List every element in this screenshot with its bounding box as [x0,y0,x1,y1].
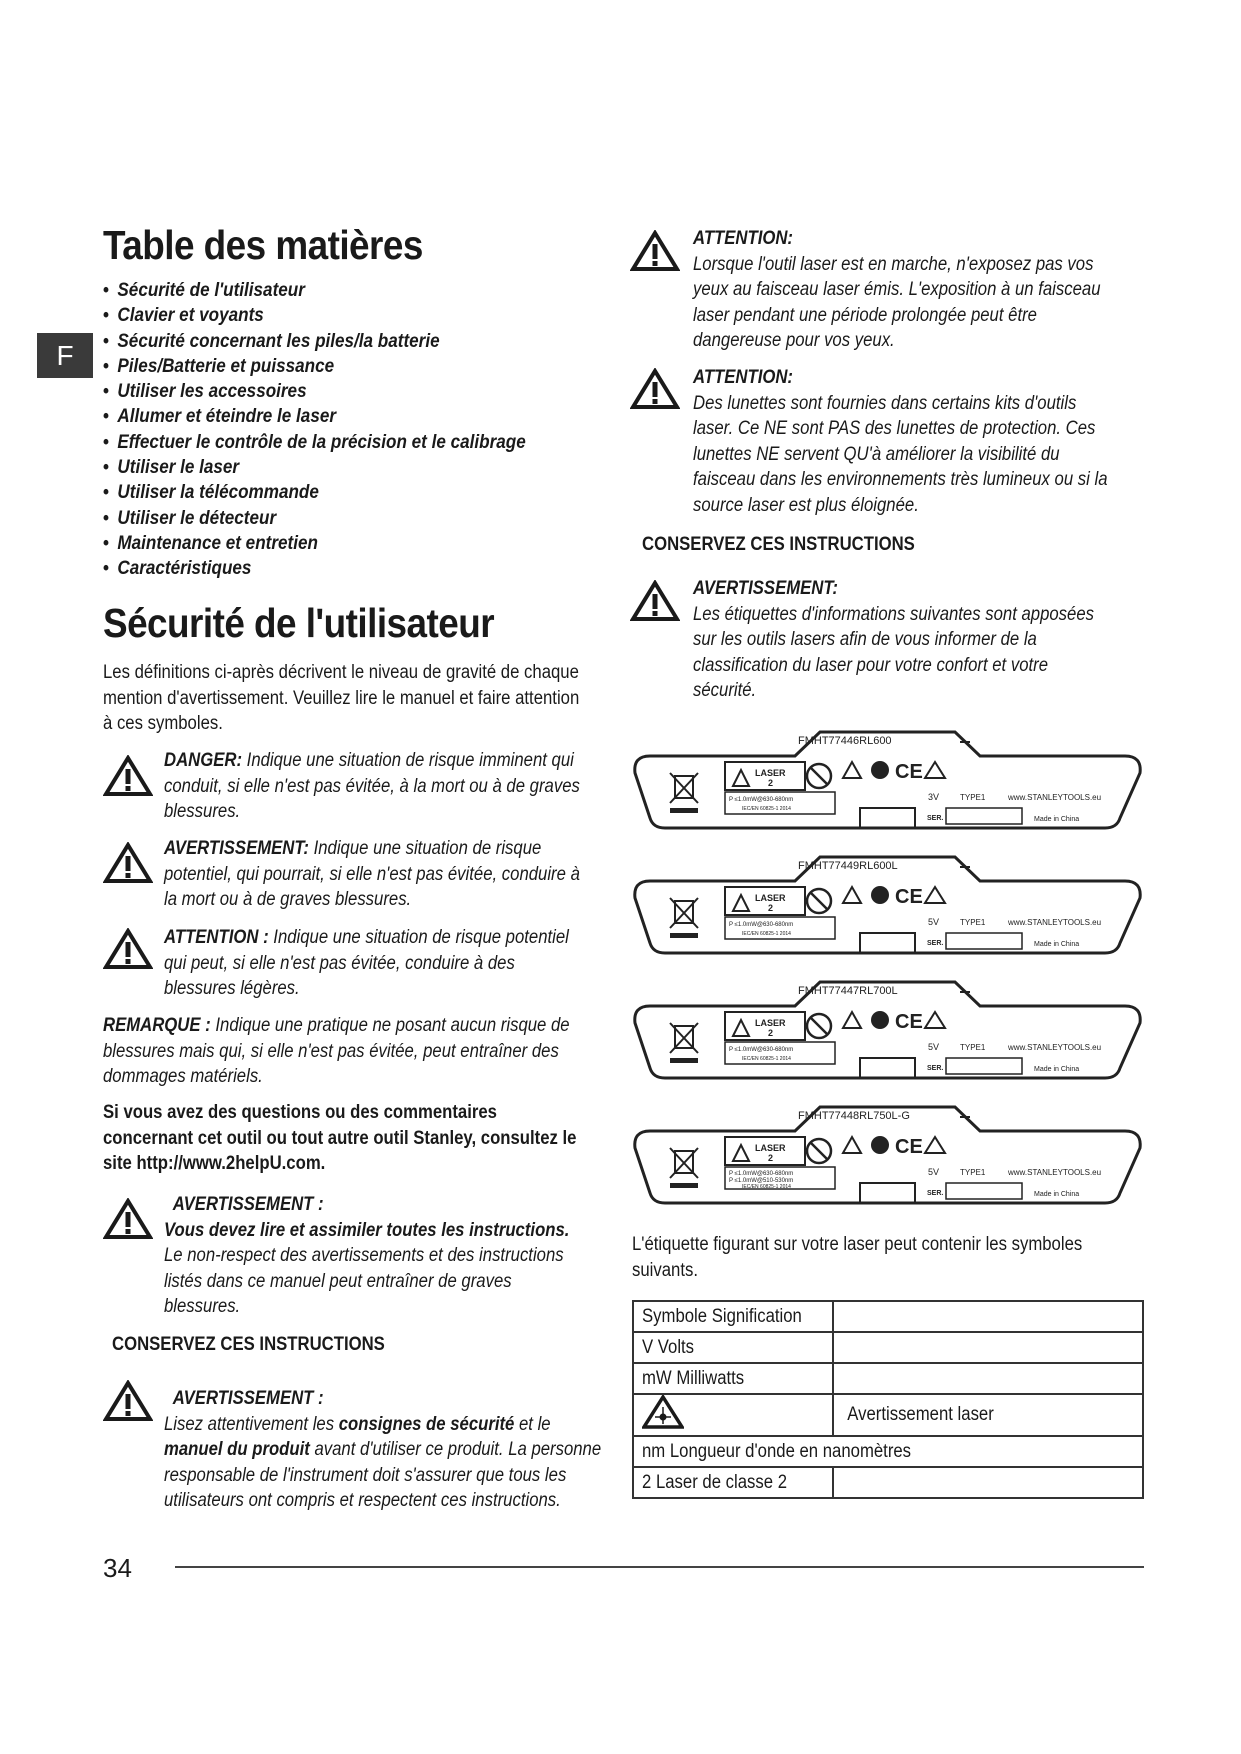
battery-icon [871,1011,889,1029]
toc-item: • Utiliser le laser [103,455,526,480]
laser-label-plate [630,728,1145,833]
toc-item: • Piles/Batterie et puissance [103,354,526,379]
laser-label-plate [630,978,1145,1083]
svg-text:LASER: LASER [755,768,786,778]
toc-title: Table des matières [103,222,423,268]
svg-text:P ≤1.0mW@630-680nm: P ≤1.0mW@630-680nm [729,922,794,928]
svg-text:www.STANLEYTOOLS.eu: www.STANLEYTOOLS.eu [1008,1043,1102,1052]
label-model: FMHT77449RL600L [798,860,898,872]
warning-triangle-icon [103,928,153,970]
svg-text:5V: 5V [928,1042,940,1052]
avertissement-definition: AVERTISSEMENT: Indique une situation de risque potentiel, qui pourrait, si elle n'est pas évitée, conduire à la mort ou à de graves blessures. [164,838,580,910]
warning-triangle-icon [630,368,680,410]
svg-text:LASER: LASER [755,1143,786,1153]
warning-labels: AVERTISSEMENT: Les étiquettes d'informations suivantes sont apposées sur les outils lasers afin de vous informer de la classification du laser pour votre confort et votre sécurité. [693,578,1095,701]
battery-icon [871,886,889,904]
ce-mark: CE [895,886,923,908]
page-number: 34 [103,1553,132,1583]
svg-text:IEC/EN 60825-1 2014: IEC/EN 60825-1 2014 [742,1184,791,1190]
table-cell [833,1467,1143,1498]
battery-icon [871,1136,889,1154]
toc-item: • Sécurité de l'utilisateur [103,278,526,303]
toc-item: • Allumer et éteindre le laser [103,404,526,429]
svg-text:2: 2 [768,778,774,788]
svg-text:P ≤1.0mW@630-680nm: P ≤1.0mW@630-680nm [729,1171,794,1177]
conserve-instructions-left: CONSERVEZ CES INSTRUCTIONS [112,1334,385,1355]
ce-mark: CE [895,1136,923,1158]
label-model: FMHT77447RL700L [798,985,898,997]
svg-text:www.STANLEYTOOLS.eu: www.STANLEYTOOLS.eu [1008,918,1102,927]
remarque-definition: REMARQUE : Indique une pratique ne posant aucun risque de blessures mais qui, si elle n'est pas évitée, peut entraîner des dommages matériels. [103,1015,570,1087]
svg-text:LASER: LASER [755,1018,786,1028]
toc-item: • Clavier et voyants [103,303,526,328]
table-cell: V Volts [633,1332,833,1363]
warning-triangle-icon [103,755,153,797]
svg-text:IEC/EN 60825-1 2014: IEC/EN 60825-1 2014 [742,806,791,812]
svg-text:www.STANLEYTOOLS.eu: www.STANLEYTOOLS.eu [1008,1168,1102,1177]
warning-triangle-icon [103,842,153,884]
toc-item: • Utiliser les accessoires [103,379,526,404]
table-row [633,1394,1143,1436]
attention-laser-eyes: ATTENTION: Lorsque l'outil laser est en marche, n'exposez pas vos yeux au faisceau laser émis. L'exposition à un faisceau laser pendant une période prolongée peut être dangereuse pour vos yeux. [693,228,1101,351]
table-cell [833,1301,1143,1332]
table-cell: Avertissement laser [833,1394,1143,1436]
warning-read-safety: AVERTISSEMENT : Lisez attentivement les consignes de sécurité et le manuel du produit avant d'utiliser ce produit. La personne responsable de l'instrument doit s'assurer que tous les utilisateurs ont compris et respectent ces instructions. [164,1388,602,1511]
symbols-intro: L'étiquette figurant sur votre laser peut contenir les symboles suivants. [632,1234,1083,1281]
svg-text:LASER: LASER [755,893,786,903]
laser-label-plate [630,1103,1145,1208]
table-cell [633,1394,833,1436]
table-row [633,1363,1143,1394]
svg-text:www.STANLEYTOOLS.eu: www.STANLEYTOOLS.eu [1008,793,1102,802]
svg-text:5V: 5V [928,1167,940,1177]
ce-mark: CE [895,1011,923,1033]
warning-triangle-icon [103,1380,153,1422]
table-row [633,1467,1143,1498]
table-row [633,1332,1143,1363]
danger-definition: DANGER: Indique une situation de risque imminent qui conduit, si elle n'est pas évitée, à la mort ou à de graves blessures. [164,750,580,822]
svg-text:IEC/EN 60825-1 2014: IEC/EN 60825-1 2014 [742,1056,791,1062]
toc-list [103,278,573,582]
table-cell [833,1332,1143,1363]
svg-text:2: 2 [768,903,774,913]
svg-text:SER.: SER. [927,940,944,947]
svg-text:TYPE1: TYPE1 [960,1168,986,1177]
table-row [633,1436,1143,1467]
table-row [633,1301,1143,1332]
svg-text:2: 2 [768,1028,774,1038]
svg-text:TYPE1: TYPE1 [960,918,986,927]
footer-rule [175,1566,1144,1568]
svg-text:SER.: SER. [927,815,944,822]
warning-triangle-icon [103,1198,153,1240]
toc-item: • Effectuer le contrôle de la précision et le calibrage [103,430,526,455]
label-model: FMHT77448RL750L-G [798,1110,910,1122]
attention-glasses: ATTENTION: Des lunettes sont fournies dans certains kits d'outils laser. Ce NE sont PAS des lunettes de protection. Ces lunettes NE servent QU'à améliorer la visibilité du faisceau dans les environnements très lumineux ou si la source laser est plus éloignée. [693,367,1108,516]
svg-text:Made in China: Made in China [1034,816,1080,823]
symbols-table [632,1300,1144,1499]
laser-label-plate [630,853,1145,958]
svg-text:SER.: SER. [927,1190,944,1197]
laser-warning-icon [642,1395,684,1429]
safety-title: Sécurité de l'utilisateur [103,600,495,646]
toc-item: • Utiliser la télécommande [103,480,526,505]
svg-text:Made in China: Made in China [1034,1191,1080,1198]
warning-triangle-icon [630,580,680,622]
table-cell: nm Longueur d'onde en nanomètres [633,1436,1143,1467]
warning-read-instructions: AVERTISSEMENT : Vous devez lire et assimiler toutes les instructions. Le non-respect des avertissements et des instructions listés dans ce manuel peut entraîner de graves blessures. [164,1194,570,1317]
warning-triangle-icon [630,230,680,272]
table-cell: mW Milliwatts [633,1363,833,1394]
ce-mark: CE [895,761,923,783]
questions-paragraph: Si vous avez des questions ou des commentaires concernant cet outil ou tout autre outil Stanley, consultez le site http://www.2helpU.com. [103,1102,577,1174]
svg-text:TYPE1: TYPE1 [960,1043,986,1052]
language-tab: F [37,333,93,378]
safety-intro: Les définitions ci-après décrivent le niveau de gravité de chaque mention d'avertissement. Veuillez lire le manuel et faire attention à ces symboles. [103,662,580,734]
svg-text:2: 2 [768,1153,774,1163]
svg-text:TYPE1: TYPE1 [960,793,986,802]
svg-text:Made in China: Made in China [1034,1066,1080,1073]
table-cell: 2 Laser de classe 2 [633,1467,833,1498]
svg-text:Made in China: Made in China [1034,941,1080,948]
svg-text:IEC/EN 60825-1 2014: IEC/EN 60825-1 2014 [742,931,791,937]
table-cell: Symbole Signification [633,1301,833,1332]
svg-text:P ≤1.0mW@630-680nm: P ≤1.0mW@630-680nm [729,797,794,803]
toc-item: • Maintenance et entretien [103,531,526,556]
toc-item: • Caractéristiques [103,556,526,581]
svg-text:SER.: SER. [927,1065,944,1072]
svg-text:P ≤1.0mW@510-530nm: P ≤1.0mW@510-530nm [729,1178,794,1184]
conserve-instructions-right: CONSERVEZ CES INSTRUCTIONS [642,534,915,555]
attention-definition: ATTENTION : Indique une situation de risque potentiel qui peut, si elle n'est pas évitée, conduire à des blessures légères. [164,927,569,999]
battery-icon [871,761,889,779]
toc-item: • Sécurité concernant les piles/la batterie [103,329,526,354]
toc-item: • Utiliser le détecteur [103,506,526,531]
svg-text:5V: 5V [928,917,940,927]
svg-text:P ≤1.0mW@630-680nm: P ≤1.0mW@630-680nm [729,1047,794,1053]
table-cell [833,1363,1143,1394]
svg-text:3V: 3V [928,792,940,802]
label-model: FMHT77446RL600 [798,735,892,747]
